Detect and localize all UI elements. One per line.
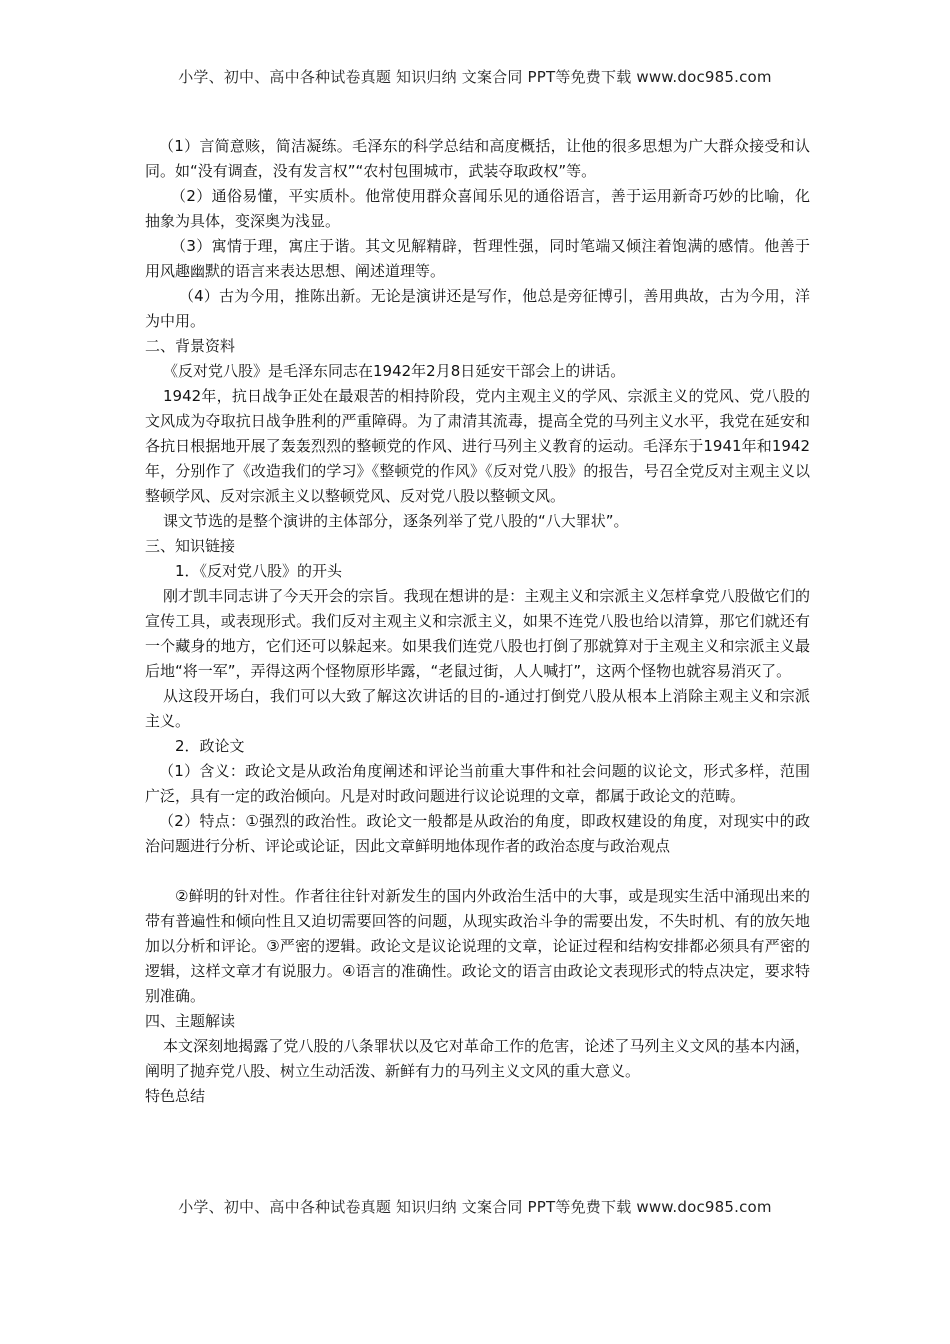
section-heading-background: 二、背景资料 (145, 337, 236, 355)
paragraph-theme: 本文深刻地揭露了党八股的八条罪状以及它对革命工作的危害，论述了马列主义文风的基本内涵，阐明了抛弃党八股、树立生动活泼、新鲜有力的马列主义文风的重大意义。 (145, 1037, 810, 1080)
page-header: 小学、初中、高中各种试卷真题 知识归纳 文案合同 PPT等免费下载 www.doc985.com (178, 68, 772, 86)
paragraph-style-2: （2）通俗易懂，平实质朴。他常使用群众喜闻乐见的通俗语言，善于运用新奇巧妙的比喻，化抽象为具体，变深奥为浅显。 (145, 187, 810, 230)
page-footer: 小学、初中、高中各种试卷真题 知识归纳 文案合同 PPT等免费下载 www.doc985.com (178, 1198, 772, 1216)
subheading-political-essay: 2．政论文 (175, 737, 245, 755)
paragraph-style-4: （4）古为今用，推陈出新。无论是演讲还是写作，他总是旁征博引，善用典故，古为今用，洋为中用。 (145, 287, 810, 330)
paragraph-essay-definition: （1）含义：政论文是从政治角度阐述和评论当前重大事件和社会问题的议论文，形式多样，范围广泛，具有一定的政治倾向。凡是对时政问题进行议论说理的文章，都属于政论文的范畴。 (145, 762, 810, 805)
section-heading-theme: 四、主题解读 (145, 1012, 236, 1030)
subheading-opening: 1．《反对党八股》的开头 (175, 562, 343, 580)
paragraph-background-intro: 《反对党八股》是毛泽东同志在1942年2月8日延安干部会上的讲话。 (163, 362, 626, 380)
section-heading-knowledge: 三、知识链接 (145, 537, 236, 555)
paragraph-opening-quote: 刚才凯丰同志讲了今天开会的宗旨。我现在想讲的是：主观主义和宗派主义怎样拿党八股做它们的宣传工具，或表现形式。我们反对主观主义和宗派主义，如果不连党八股也给以清算，那它们就还有一个藏身的地方，它们还可以躲起来。如果我们连党八股也打倒了那就算对于主观主义和宗派主义最后地“将一军”，弄得这两个怪物原形毕露，“老鼠过街，人人喊打”，这两个怪物也就容易消灭了。 (145, 587, 810, 680)
document-body (145, 134, 810, 1109)
paragraph-background-history: 1942年，抗日战争正处在最艰苦的相持阶段，党内主观主义的学风、宗派主义的党风、党八股的文风成为夺取抗日战争胜利的严重障碍。为了肃清其流毒，提高全党的马列主义水平，我党在延安和各抗日根据地开展了轰轰烈烈的整顿党的作风、进行马列主义教育的运动。毛泽东于1941年和1942年，分别作了《改造我们的学习》《整顿党的作风》《反对党八股》的报告，号召全党反对主观主义以整顿学风、反对宗派主义以整顿党风、反对党八股以整顿文风。 (145, 387, 810, 505)
paragraph-opening-purpose: 从这段开场白，我们可以大致了解这次讲话的目的-通过打倒党八股从根本上消除主观主义和宗派主义。 (145, 687, 810, 730)
paragraph-essay-features-cont: ②鲜明的针对性。作者往往针对新发生的国内外政治生活中的大事，或是现实生活中涌现出来的带有普遍性和倾向性且又迫切需要回答的问题，从现实政治斗争的需要出发，不失时机、有的放矢地加以分析和评论。③严密的逻辑。政论文是议论说理的文章，论证过程和结构安排都必须具有严密的逻辑，这样文章才有说服力。④语言的准确性。政论文的语言由政论文表现形式的特点决定，要求特别准确。 (145, 887, 810, 1005)
paragraph-style-3: （3）寓情于理，寓庄于谐。其文见解精辟，哲理性强，同时笔端又倾注着饱满的感情。他善于用风趣幽默的语言来表达思想、阐述道理等。 (145, 237, 810, 280)
section-heading-features: 特色总结 (145, 1087, 206, 1105)
paragraph-background-excerpt: 课文节选的是整个演讲的主体部分，逐条列举了党八股的“八大罪状”。 (163, 512, 629, 530)
paragraph-essay-features: （2）特点：①强烈的政治性。政论文一般都是从政治的角度，即政权建设的角度，对现实中的政治问题进行分析、评论或论证，因此文章鲜明地体现作者的政治态度与政治观点 (145, 812, 810, 855)
paragraph-style-1: （1）言简意赅，简洁凝练。毛泽东的科学总结和高度概括，让他的很多思想为广大群众接受和认同。如“没有调查，没有发言权”“农村包围城市，武装夺取政权”等。 (145, 137, 810, 180)
